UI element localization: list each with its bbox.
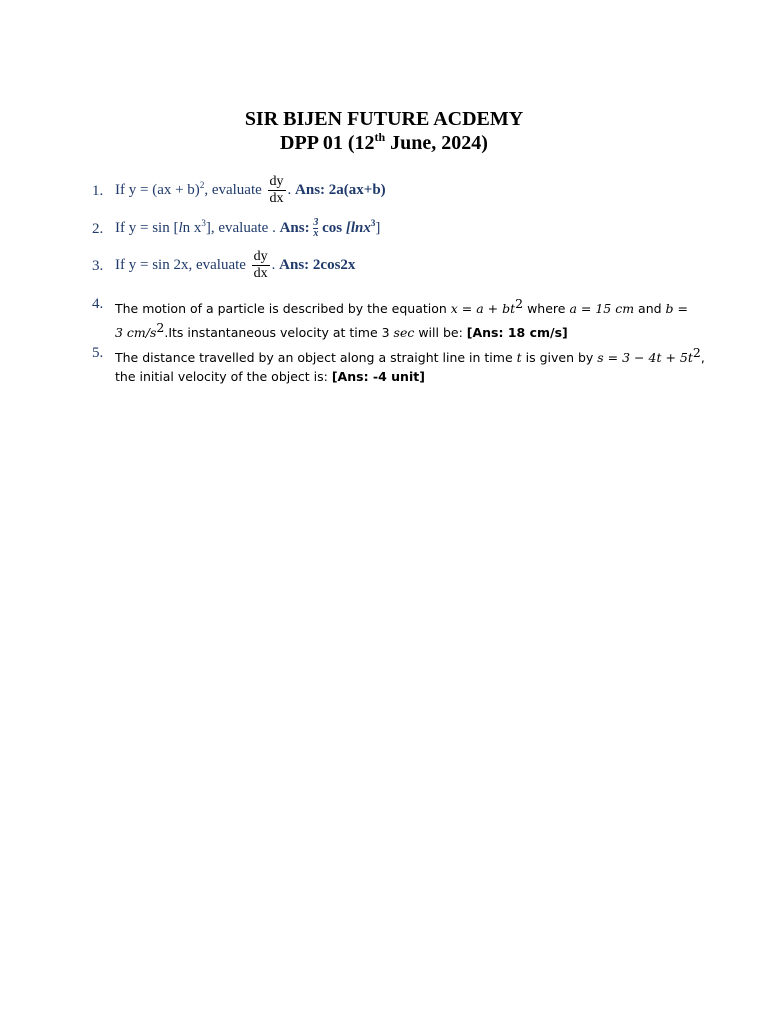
answer-label: Ans: [279,220,314,237]
derivative-fraction [252,249,270,282]
answer-bracket: [lnx [345,220,371,237]
equation: x = a + bt [450,301,516,317]
question-5 [92,341,705,391]
value-a: a = 15 cm [569,301,635,317]
question-sup: 2 [199,179,205,190]
answer: [Ans: -4 unit] [331,369,425,384]
answer: [Ans: 18 cm/s] [466,325,568,341]
equation: s = 3 − 4t + 5t [597,350,693,366]
question-text-a: If y = (ax + b) [115,182,200,198]
question-text-b: n x [182,220,202,237]
question-text-a: If y = sin [ [115,220,179,237]
equation-sup: 2 [692,345,701,360]
unit-sup: 2 [156,320,165,335]
answer-sup: 3 [370,218,376,228]
time-unit: sec [393,325,415,341]
dpp-superscript: th [374,130,386,144]
question-sup: 3 [201,218,206,228]
equation-sup: 2 [515,296,524,311]
answer-cos: cos [318,220,346,237]
question-1 [92,174,692,214]
question-text-a: If y = sin 2x, evaluate [115,257,250,273]
derivative-fraction [268,174,286,207]
question-text [115,218,380,239]
question-2 [92,218,692,248]
question-text [115,174,386,207]
question-text-c: ], evaluate . [205,220,280,237]
fraction-denominator: dx [253,266,268,281]
question-number: 5. [92,345,104,361]
question-text-d: the initial velocity of the object is: [115,369,332,384]
question-text-c: . [287,182,296,198]
question-text-d: .Its instantaneous velocity at time 3 [164,325,394,341]
question-number: 4. [92,296,104,312]
question-3 [92,249,692,289]
answer-fraction-denominator: x [313,228,319,240]
answer-fraction-numerator: 3 [313,217,319,229]
time-variable: t [516,350,522,366]
question-number: 2. [92,221,104,237]
answer: Ans: 2a(ax+b) [295,182,386,198]
fraction-numerator: dy [253,249,268,264]
question-text-c: . [271,257,280,273]
unit: 3 cm/s [115,325,157,341]
answer-close: ] [375,220,381,237]
question-number: 1. [92,183,104,199]
fraction-denominator: dx [269,191,284,206]
value-b: b = [665,301,688,317]
question-text-c: and [634,301,666,317]
question-text-a: The motion of a particle is described by the equation [115,301,451,317]
question-4 [92,292,692,342]
question-text-b: , evaluate [204,182,266,198]
dpp-date: June, 2024) [385,132,488,154]
answer: Ans: 2cos2x [279,257,356,273]
question-text-b: where [523,301,570,317]
dpp-label: DPP 01 (12 [280,132,375,154]
question-text [115,249,355,282]
question-number: 3. [92,258,104,274]
question-text-e: will be: [414,325,467,341]
document-title: SIR BIJEN FUTURE ACDEMY [244,108,524,130]
question-ln: l [178,220,183,237]
question-text-a: The distance travelled by an object along a straight line in time [115,350,517,366]
question-line-2 [115,365,425,389]
question-text-c: , [700,350,705,366]
question-text-b: is given by [521,350,598,366]
document-subtitle [0,131,768,155]
fraction-numerator: dy [269,174,284,189]
